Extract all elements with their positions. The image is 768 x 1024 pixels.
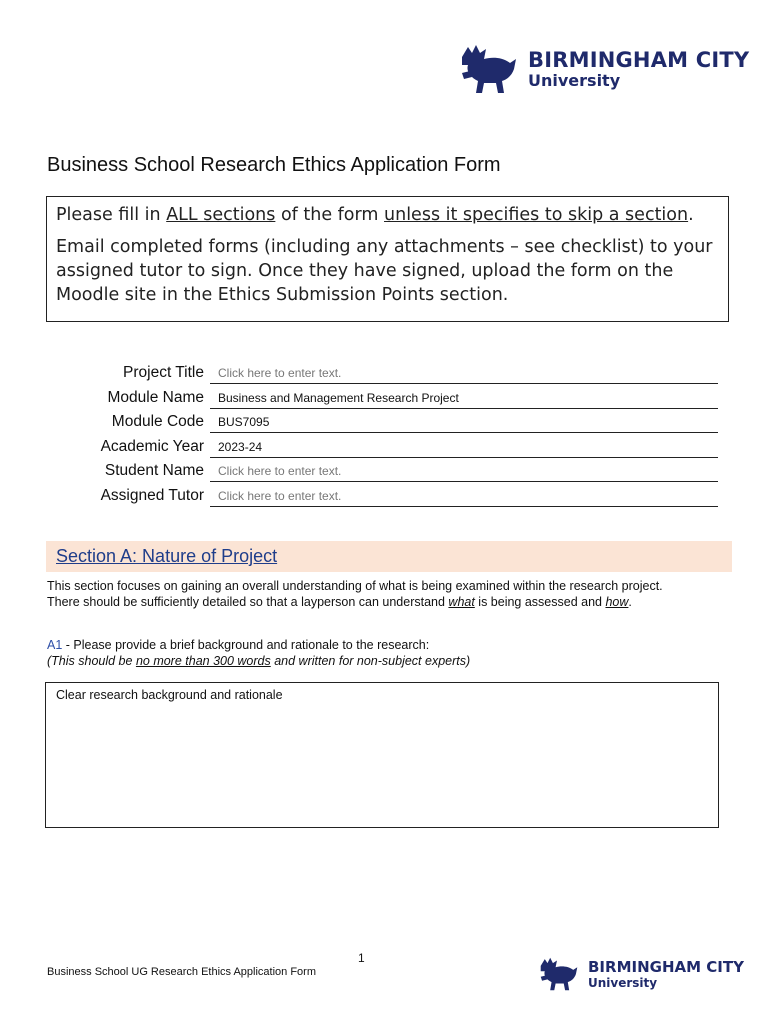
intro-emphasis-what: what [448, 595, 475, 609]
academic-year-input[interactable]: 2023-24 [210, 436, 718, 458]
intro-text: There should be sufficiently detailed so that a layperson can understand [47, 595, 449, 609]
field-student-name [60, 458, 720, 482]
field-assigned-tutor [60, 483, 720, 507]
question-a1 [47, 637, 470, 669]
instructions-text: Email completed forms (including any attachments – see checklist) to your assigned tutor to sign. [56, 237, 713, 281]
footer-document-name: Business School UG Research Ethics Application Form [47, 966, 317, 978]
intro-emphasis-how: how [605, 595, 629, 609]
griffin-logo-icon [458, 43, 520, 95]
module-code-input[interactable]: BUS7095 [210, 411, 718, 433]
university-logo [458, 43, 749, 95]
section-a-header [46, 541, 732, 572]
intro-text: is being assessed and [474, 595, 606, 609]
intro-text: . [628, 595, 632, 609]
field-project-title [60, 360, 720, 384]
note-text: (This should be [47, 654, 136, 668]
field-label: Student Name [104, 462, 204, 479]
question-number: A1 [47, 638, 63, 652]
field-label: Assigned Tutor [100, 487, 204, 504]
logo-wordmark [588, 957, 744, 990]
footer-university-logo [538, 956, 744, 992]
question-a1-text [47, 637, 470, 653]
note-word-limit: no more than 300 words [135, 654, 271, 668]
logo-line1: BIRMINGHAM CITY [528, 47, 750, 72]
instructions-emphasis-all-sections: ALL sections [166, 205, 276, 225]
note-text: and written for non-subject experts) [270, 654, 471, 668]
field-label: Module Code [111, 413, 204, 430]
intro-line-1: This section focuses on gaining an overall understanding of what is being examined within the research project. [47, 579, 663, 593]
field-module-name [60, 385, 720, 409]
griffin-logo-icon [538, 956, 580, 992]
instructions-text: Please fill in [56, 205, 167, 225]
logo-wordmark [528, 47, 750, 90]
assigned-tutor-input[interactable]: Click here to enter text. [210, 485, 718, 507]
page-number: 1 [358, 951, 365, 965]
question-a1-note [47, 653, 470, 669]
intro-line-2 [47, 594, 737, 610]
instructions-paragraph-2 [56, 235, 720, 307]
logo-line2: University [528, 70, 621, 90]
field-module-code [60, 409, 720, 433]
instructions-emphasis-skip: unless it specifies to skip a section [384, 205, 689, 225]
instructions-upload-text: Once they have signed, upload the form on the Moodle site in the Ethics Submission Points section. [56, 261, 674, 305]
field-academic-year [60, 434, 720, 458]
project-title-input[interactable]: Click here to enter text. [210, 362, 718, 384]
instructions-text: of the form [275, 205, 385, 225]
page-title: Business School Research Ethics Application Form [47, 154, 501, 176]
instructions-paragraph-1 [56, 203, 720, 227]
instructions-text: . [688, 205, 694, 225]
student-name-input[interactable]: Click here to enter text. [210, 460, 718, 482]
a1-answer-field[interactable]: Clear research background and rationale [45, 682, 719, 828]
module-name-input[interactable]: Business and Management Research Project [210, 387, 718, 409]
logo-line1: BIRMINGHAM CITY [588, 957, 744, 976]
logo-line2: University [588, 975, 658, 990]
instructions-box [46, 196, 729, 322]
section-a-intro [47, 578, 737, 610]
field-label: Module Name [107, 389, 204, 406]
section-a-title: Section A: Nature of Project [56, 546, 278, 566]
question-label: - Please provide a brief background and rationale to the research: [62, 638, 430, 652]
field-label: Academic Year [100, 438, 204, 455]
field-label: Project Title [123, 364, 204, 381]
